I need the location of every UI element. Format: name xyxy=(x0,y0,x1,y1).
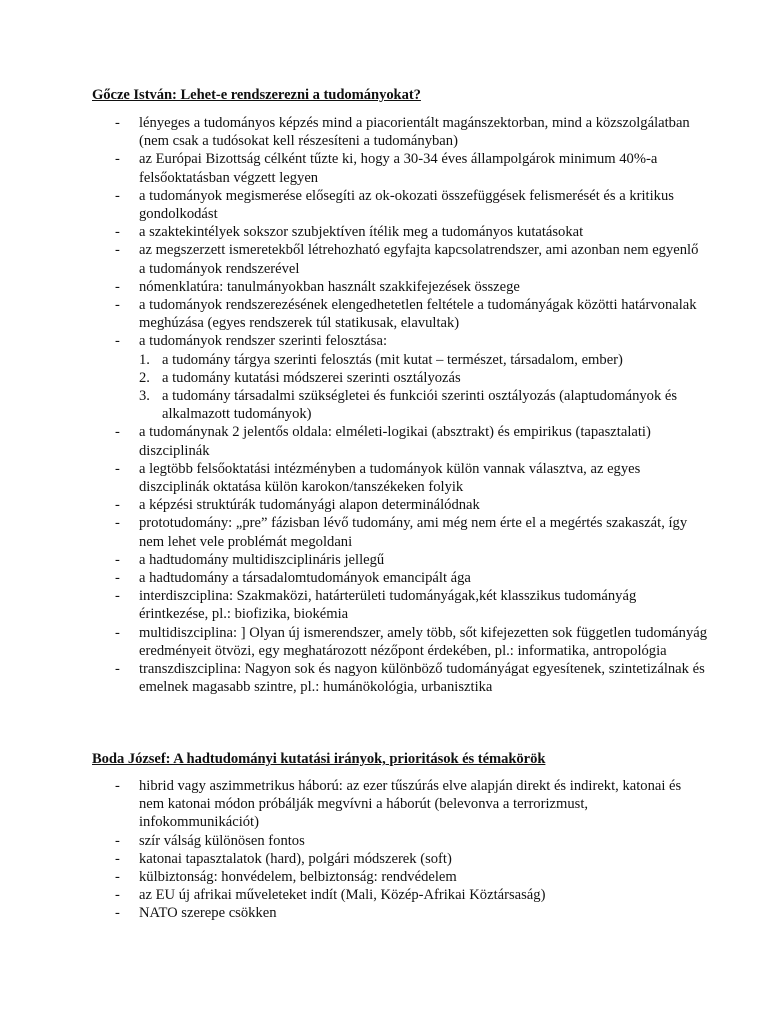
dash-marker: - xyxy=(115,460,120,477)
item-number: 2. xyxy=(139,369,150,386)
dash-marker: - xyxy=(115,224,120,241)
list-item: - hibrid vagy aszimmetrikus háború: az ezer tűszúrás elve alapján direkt és indirekt, katonai és nem katonai módon próbálják megvívni a háborút (belevonva a terrorizmust, infokommunikációt) xyxy=(115,778,682,831)
dash-marker: - xyxy=(115,515,120,532)
list-item: - nómenklatúra: tanulmányokban használt szakkifejezések összege xyxy=(115,278,520,295)
dash-marker: - xyxy=(115,187,120,204)
list-item: - a képzési struktúrák tudományági alapon determinálódnak xyxy=(115,497,480,514)
dash-marker: - xyxy=(115,869,120,886)
bullet-list-boda xyxy=(0,777,768,923)
list-item: - az Európai Bizottság célként tűzte ki, hogy a 30-34 éves állampolgárok minimum 40%-a felsőoktatásban végzett legyen xyxy=(115,151,658,186)
dash-marker: - xyxy=(115,297,120,314)
list-item: - prototudomány: „pre” fázisban lévő tudomány, ami még nem érte el a megértés szakaszát, így nem lehet vele problémát megoldani xyxy=(115,515,688,550)
dash-marker: - xyxy=(115,832,120,849)
list-item: - a tudományok rendszerezésének elengedhetetlen feltétele a tudományágak közötti határvonalak meghúzása (egyes rendszerek túl statikusak, elavultak) xyxy=(115,297,697,332)
item-number: 1. xyxy=(139,351,150,368)
dash-marker: - xyxy=(115,333,120,350)
list-item: - interdiszciplina: Szakmaközi, határterületi tudományágak,két klasszikus tudományág érintkezése, pl.: biofizika, biokémia xyxy=(115,588,637,623)
dash-marker: - xyxy=(115,242,120,259)
dash-marker: - xyxy=(115,424,120,441)
dash-marker: - xyxy=(115,905,120,922)
dash-marker: - xyxy=(115,588,120,605)
dash-marker: - xyxy=(115,497,120,514)
list-item: - a tudományok megismerése elősegíti az ok-okozati összefüggések felismerését és a kritikus gondolkodást xyxy=(115,187,674,223)
dash-marker: - xyxy=(115,887,120,904)
list-item: - külbiztonság: honvédelem, belbiztonság: rendvédelem xyxy=(115,869,457,886)
dash-marker: - xyxy=(115,778,120,794)
dash-marker: - xyxy=(115,551,120,568)
numbered-item: 1. a tudomány tárgya szerinti felosztás (mit kutat – természet, társadalom, ember) xyxy=(139,351,623,368)
bullet-list-gocze xyxy=(0,114,768,697)
list-item: - a szaktekintélyek sokszor szubjektíven ítélik meg a tudományos kutatásokat xyxy=(115,224,584,241)
dash-marker: - xyxy=(115,278,120,295)
dash-marker: - xyxy=(115,624,120,641)
dash-marker: - xyxy=(115,115,120,131)
list-item: - lényeges a tudományos képzés mind a piacorientált magánszektorban, mind a közszolgálatban (nem csak a tudósokat kell részesíteni a tudományban) xyxy=(115,115,690,150)
list-item: - az megszerzett ismeretekből létrehozható egyfajta kapcsolatrendszer, ami azonban nem egyenlő a tudományok rendszerével xyxy=(115,242,699,277)
list-item: - a tudománynak 2 jelentős oldala: elméleti-logikai (absztrakt) és empirikus (tapasztalati) diszciplinák xyxy=(115,424,651,459)
numbered-item: 2. a tudomány kutatási módszerei szerinti osztályozás xyxy=(139,369,461,386)
list-item: - a hadtudomány multidiszciplináris jellegű xyxy=(115,551,385,568)
list-item: - szír válság különösen fontos xyxy=(115,832,305,849)
list-item: - multidiszciplina: ] Olyan új ismerendszer, amely több, sőt kifejezetten sok független tudományág eredményeit ötvözi, egy meghatározott nézőpont érdekében, pl.: informatika, antropológia xyxy=(115,624,708,659)
section-heading-gocze: Gőcze István: Lehet-e rendszerezni a tudományokat? xyxy=(92,87,421,103)
list-item: - az EU új afrikai műveleteket indít (Mali, Közép-Afrikai Köztársaság) xyxy=(115,887,546,904)
dash-marker: - xyxy=(115,850,120,867)
list-item: - a tudományok rendszer szerinti felosztása: xyxy=(115,333,388,350)
dash-marker: - xyxy=(115,570,120,587)
list-item: - NATO szerepe csökken xyxy=(115,905,277,922)
section-heading-boda: Boda József: A hadtudományi kutatási irányok, prioritások és témakörök xyxy=(92,751,546,767)
item-number: 3. xyxy=(139,388,150,405)
list-item: - a hadtudomány a társadalomtudományok emancipált ága xyxy=(115,570,471,587)
dash-marker: - xyxy=(115,661,120,678)
dash-marker: - xyxy=(115,151,120,168)
list-item: - katonai tapasztalatok (hard), polgári módszerek (soft) xyxy=(115,850,452,867)
numbered-item: 3. a tudomány társadalmi szükségletei és funkciói szerinti osztályozás (alaptudományok és alkalmazott tudományok) xyxy=(139,388,678,423)
list-item: - a legtöbb felsőoktatási intézményben a tudományok külön vannak választva, az egyes diszciplinák oktatása külön karokon/tanszékeken folyik xyxy=(115,460,641,496)
list-item: - transzdiszciplina: Nagyon sok és nagyon különböző tudományágat egyesítenek, szintetizálnak és emelnek magasabb szintre, pl.: humánökológia, urbanisztika xyxy=(115,661,705,696)
